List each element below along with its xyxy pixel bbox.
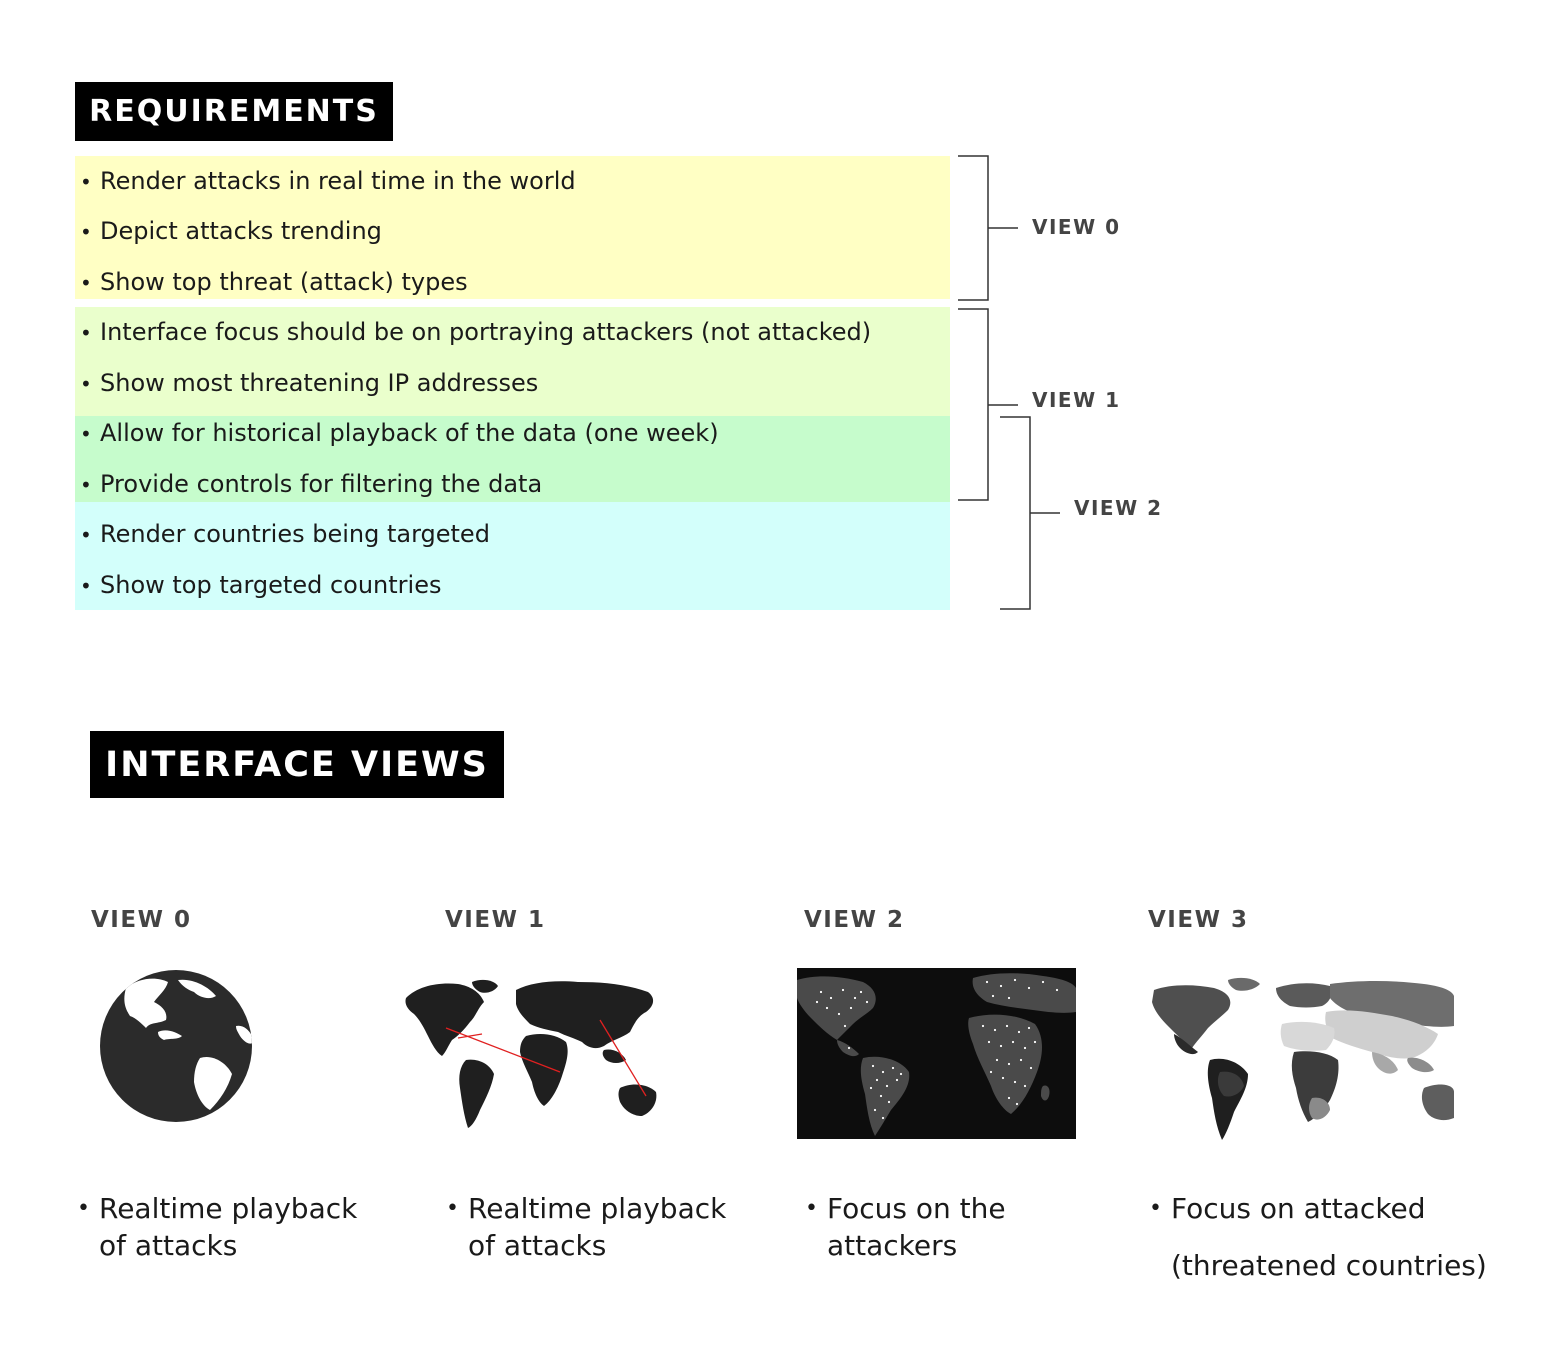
bullet-icon: •	[805, 1196, 818, 1221]
view0-description-line: of attacks	[99, 1229, 238, 1262]
view2-description	[805, 1190, 1006, 1264]
view-brackets	[0, 0, 1563, 640]
bullet-icon: •	[80, 170, 92, 194]
globe-icon	[96, 966, 256, 1126]
bullet-icon: •	[1149, 1196, 1162, 1221]
view1-label: VIEW 1	[445, 907, 546, 933]
choropleth-map-attacked	[1148, 976, 1454, 1142]
bullet-icon: •	[80, 574, 92, 598]
bullet-icon: •	[80, 271, 92, 295]
view3-description-line: Focus on attacked	[1171, 1192, 1426, 1225]
view2-label: VIEW 2	[804, 907, 905, 933]
bracket-label-view0: VIEW 0	[1032, 215, 1121, 239]
view1-description-line: Realtime playback	[468, 1192, 727, 1225]
requirement-text: Render countries being targeted	[100, 520, 490, 548]
southeast-asia-shape	[1407, 1058, 1434, 1073]
requirement-text: Show top threat (attack) types	[100, 268, 468, 296]
europe-shape	[1276, 983, 1332, 1007]
south-america-shape	[459, 1060, 494, 1128]
view0-label: VIEW 0	[91, 907, 192, 933]
bullet-icon: •	[77, 1196, 90, 1221]
greenland-shape	[472, 980, 498, 993]
view0-description	[77, 1190, 358, 1264]
world-map-attack-lines	[398, 976, 678, 1134]
view3-label: VIEW 3	[1148, 907, 1249, 933]
requirement-text: Show most threatening IP addresses	[100, 369, 539, 397]
bullet-icon: •	[80, 422, 92, 446]
view1-description	[446, 1190, 727, 1264]
bullet-icon: •	[80, 321, 92, 345]
requirement-text: Depict attacks trending	[100, 217, 382, 245]
view3-description	[1149, 1180, 1487, 1294]
bullet-icon: •	[80, 473, 92, 497]
bracket-label-view1: VIEW 1	[1032, 388, 1121, 412]
requirements-title: REQUIREMENTS	[75, 82, 393, 141]
requirement-text: Render attacks in real time in the world	[100, 167, 576, 195]
view1-bracket	[958, 309, 988, 500]
greenland-shape	[1228, 978, 1260, 991]
view1-description-line: of attacks	[468, 1229, 607, 1262]
bullet-icon: •	[80, 372, 92, 396]
requirement-text: Provide controls for filtering the data	[100, 470, 543, 498]
requirement-text: Interface focus should be on portraying attackers (not attacked)	[100, 318, 872, 346]
bracket-label-view2: VIEW 2	[1074, 496, 1163, 520]
view2-bracket	[1000, 417, 1030, 609]
requirement-text: Allow for historical playback of the data (one week)	[100, 419, 719, 447]
bullet-icon: •	[446, 1196, 459, 1221]
australia-shape	[619, 1085, 657, 1116]
africa-shape	[520, 1034, 568, 1106]
view2-description-line: attackers	[827, 1229, 958, 1262]
requirement-text: Show top targeted countries	[100, 571, 442, 599]
north-america-shape	[1152, 985, 1230, 1048]
north-america-shape	[405, 984, 484, 1056]
view2-description-line: Focus on the	[827, 1192, 1006, 1225]
view0-bracket	[958, 156, 988, 300]
view3-description-line: (threatened countries)	[1171, 1249, 1487, 1282]
night-map-attackers	[797, 968, 1076, 1139]
interface-views-title: INTERFACE VIEWS	[90, 731, 504, 798]
south-america-shape	[1208, 1059, 1248, 1140]
bullet-icon: •	[80, 220, 92, 244]
bullet-icon: •	[80, 523, 92, 547]
australia-shape	[1422, 1085, 1454, 1121]
view0-description-line: Realtime playback	[99, 1192, 358, 1225]
north-africa-shape	[1281, 1022, 1335, 1051]
